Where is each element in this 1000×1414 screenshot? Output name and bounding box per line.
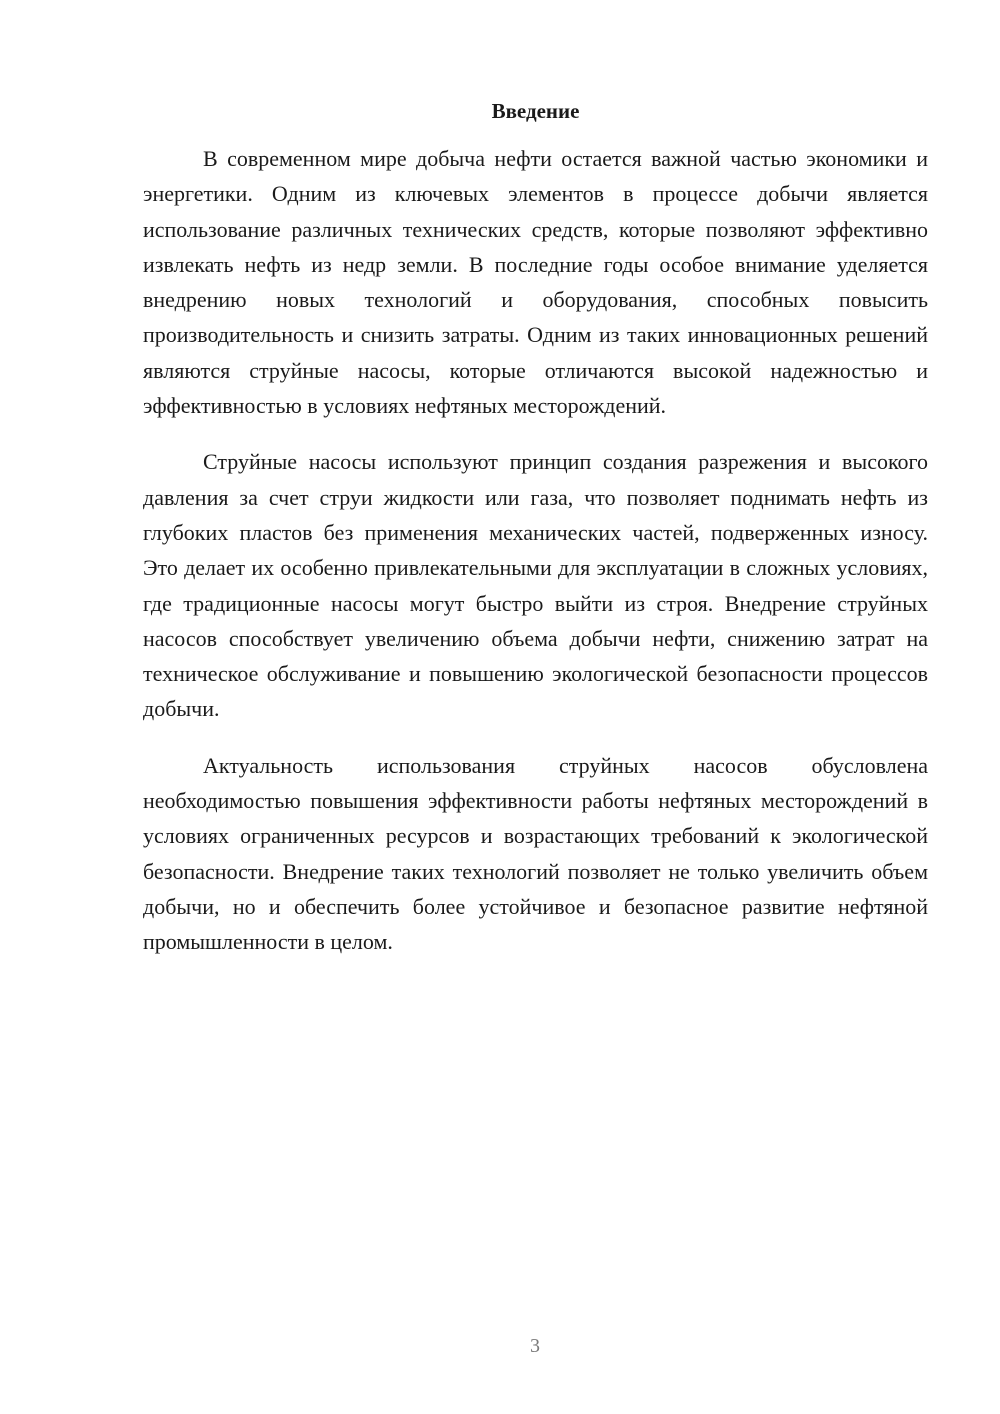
body-text [143, 141, 928, 981]
page-number: 3 [530, 1335, 540, 1357]
paragraph-2: Струйные насосы используют принцип создания разрежения и высокого давления за счет струи жидкости или газа, что позволяет поднимать нефть из глубоких пластов без применения механических частей, подверженных износу. Это делает их особенно привлекательными для эксплуатации в сложных условиях, где традиционные насосы могут быстро выйти из строя. Внедрение струйных насосов способствует увеличению объема добычи нефти, снижению затрат на техническое обслуживание и повышению экологической безопасности процессов добычи. [143, 449, 928, 722]
paragraph-3: Актуальность использования струйных насосов обусловлена необходимостью повышения эффективности работы нефтяных месторождений в условиях ограниченных ресурсов и возрастающих требований к экологической безопасности. Внедрение таких технологий позволяет не только увеличить объем добычи, но и обеспечить более устойчивое и безопасное развитие нефтяной промышленности в целом. [143, 752, 928, 955]
paragraph-1: В современном мире добыча нефти остается важной частью экономики и энергетики. Одним из ключевых элементов в процессе добычи является использование различных технических средств, которые позволяют эффективно извлекать нефть из недр земли. В последние годы особое внимание уделяется внедрению новых технологий и оборудования, способных повысить производительность и снизить затраты. Одним из таких инновационных решений являются струйные насосы, которые отличаются высокой надежностью и эффективностью в условиях нефтяных месторождений. [143, 146, 928, 419]
section-heading: Введение [491, 99, 580, 123]
